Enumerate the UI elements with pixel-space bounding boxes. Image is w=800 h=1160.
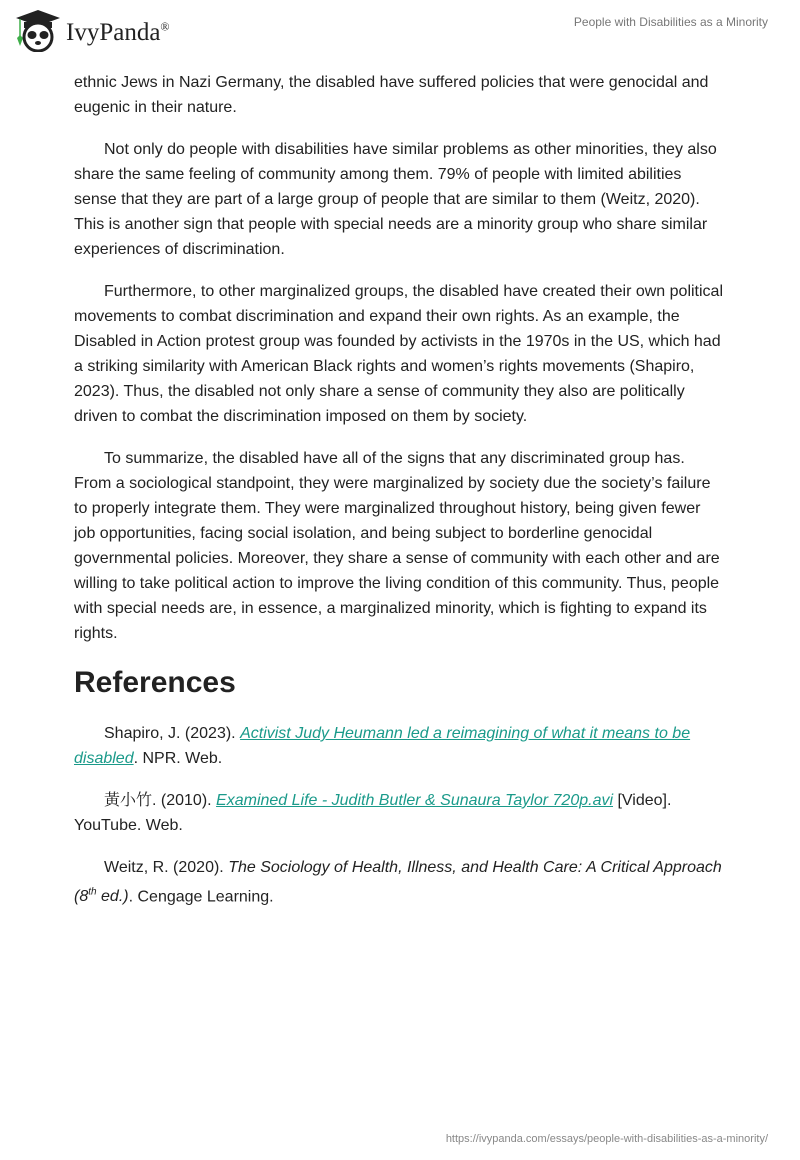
panda-logo-icon bbox=[12, 8, 60, 52]
reference-item: 黃小竹. (2010). Examined Life - Judith Butler & Sunaura Taylor 720p.avi [Video]. YouTube. Web. bbox=[74, 792, 672, 834]
reference-link[interactable]: Examined Life - Judith Butler & Sunaura Taylor 720p.avi bbox=[216, 792, 614, 809]
footer-url[interactable]: https://ivypanda.com/essays/people-with-disabilities-as-a-minority/ bbox=[445, 1133, 768, 1145]
reference-link[interactable]: Activist Judy Heumann led a reimagining of what it means to be disabled bbox=[74, 725, 691, 767]
paragraph: Furthermore, to other marginalized groups, the disabled have created their own political movements to combat discrimination and expand their own rights. As an example, the Disabled in Action protest group was founded by activists in the 1970s in the US, which had a striking similarity with American Black rights and women’s rights movements (Shapiro, 2023). Thus, the disabled not only share a sense of community they also are politically driven to combat the discrimination imposed on them by society. bbox=[74, 283, 723, 425]
page-header bbox=[0, 0, 800, 60]
paragraph: To summarize, the disabled have all of the signs that any discriminated group has. From a sociological standpoint, they were marginalized by society due the society’s failure to properly integrate them. They were marginalized throughout history, being given fewer job opportunities, facing social isolation, and being subject to borderline genocidal governmental policies. Moreover, they share a sense of community with each other and are willing to take political action to improve the living condition of this community. Thus, people with special needs are, in essence, a marginalized minority, which is fighting to expand its rights. bbox=[74, 450, 720, 642]
document-title: People with Disabilities as a Minority bbox=[573, 15, 768, 29]
reference-item: Shapiro, J. (2023). Activist Judy Heumann led a reimagining of what it means to be disabled. NPR. Web. bbox=[74, 725, 691, 767]
logo-text: IvyPanda® bbox=[66, 19, 170, 46]
ivypanda-logo[interactable] bbox=[12, 8, 170, 52]
paragraph: Not only do people with disabilities have similar problems as other minorities, they also share the same feeling of community among them. 79% of people with limited abilities sense that they are part of a large group of people that are similar to them (Weitz, 2020). This is another sign that people with special needs are a minority group who share similar experiences of discrimination. bbox=[74, 141, 717, 258]
reference-title: The Sociology of Health, Illness, and Health Care: A Critical Approach (8th ed.) bbox=[74, 859, 722, 906]
paragraph: ethnic Jews in Nazi Germany, the disabled have suffered policies that were genocidal and eugenic in their nature. bbox=[74, 74, 709, 116]
reference-item: Weitz, R. (2020). The Sociology of Health, Illness, and Health Care: A Critical Approach (8th ed.). Cengage Learning. bbox=[74, 859, 722, 906]
essay-body bbox=[74, 70, 726, 926]
references-heading: References bbox=[74, 666, 236, 699]
